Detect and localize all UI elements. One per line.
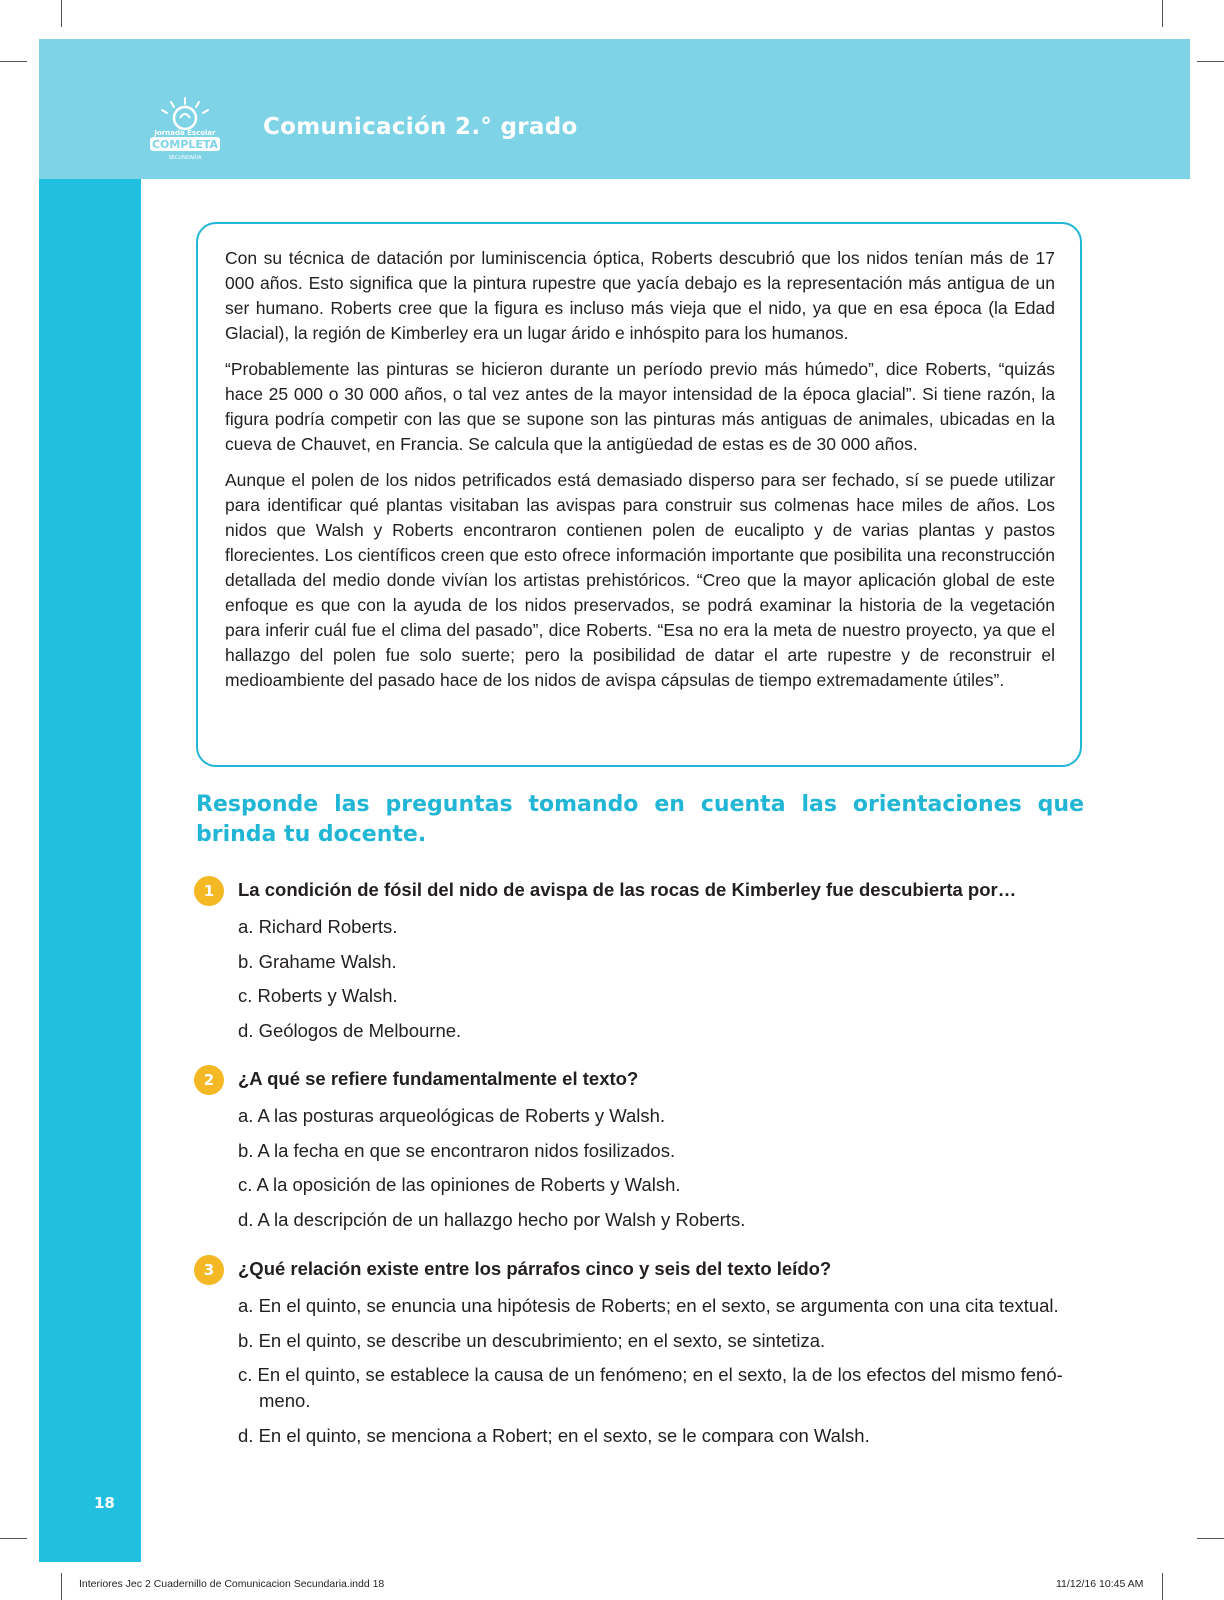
reading-paragraph: Con su técnica de datación por luminiscencia óptica, Roberts descubrió que los nidos tenían más de 17 000 años. Esto significa que la pintura rupestre que yacía debajo es la representación más antigua de un ser humano. Roberts cree que la figura es incluso más vieja que el nido, ya que en esa época (la Edad Glacial), la región de Kimberley era un lugar árido e inhóspito para los humanos. [225, 248, 1055, 343]
reading-text-box [196, 222, 1082, 767]
answer-option[interactable]: c. Roberts y Walsh. [238, 985, 398, 1006]
crop-mark [0, 1538, 27, 1539]
print-file-info: Interiores Jec 2 Cuadernillo de Comunicacion Secundaria.indd 18 [79, 1578, 385, 1590]
question-text: ¿Qué relación existe entre los párrafos cinco y seis del texto leído? [238, 1258, 832, 1279]
instruction-heading: Responde las preguntas tomando en cuenta las orientaciones que brinda tu docente. [196, 792, 1084, 847]
question-text: La condición de fósil del nido de avispa de las rocas de Kimberley fue descubierta por… [238, 879, 1017, 900]
logo-text-bottom: SECUNDARIA [168, 155, 202, 161]
jornada-escolar-completa-logo [145, 96, 225, 162]
crop-mark [61, 1573, 62, 1600]
question-number-badge: 2 [194, 1065, 224, 1095]
question-number-badge: 3 [194, 1255, 224, 1285]
options-list [238, 914, 1086, 1052]
answer-option[interactable]: d. Geólogos de Melbourne. [238, 1019, 462, 1041]
crop-mark [0, 61, 27, 62]
reading-paragraph: “Probablemente las pinturas se hicieron durante un período previo más húmedo”, dice Roberts, “quizás hace 25 000 o 30 000 años, o tal vez antes de la mayor intensidad de la época glacial”. Si tiene razón, la figura podría competir con las que se supone son las pinturas más antiguas de animales, ubicadas en la cueva de Chauvet, en Francia. Se calcula que la antigüedad de estas es de 30 000 años. [225, 359, 1055, 454]
crop-mark [61, 0, 62, 27]
options-list [238, 1103, 1086, 1241]
answer-option[interactable]: b. A la fecha en que se encontraron nidos fosilizados. [238, 1139, 676, 1161]
page-title: Comunicación 2.° grado [263, 114, 578, 140]
question-number-badge: 1 [194, 876, 224, 906]
print-timestamp: 11/12/16 10:45 AM [1056, 1578, 1144, 1590]
logo-text-main: COMPLETA [151, 138, 219, 151]
answer-option[interactable]: c. A la oposición de las opiniones de Roberts y Walsh. [238, 1174, 681, 1195]
answer-option[interactable]: c. En el quinto, se establece la causa de un fenómeno; en el sexto, la de los efectos del mismo fenó-meno. [238, 1364, 1063, 1411]
options-list [238, 1293, 1086, 1457]
crop-mark [1197, 1538, 1224, 1539]
answer-option[interactable]: a. Richard Roberts. [238, 916, 398, 937]
reading-paragraph: Aunque el polen de los nidos petrificados está demasiado disperso para ser fechado, sí se puede utilizar para identificar qué plantas visitaban las avispas para construir sus colmenas hace miles de años. Los nidos que Walsh y Roberts encontraron contienen polen de eucalipto y de varias plantas y pastos florecientes. Los científicos creen que esto ofrece información importante que posibilita una reconstrucción detallada del medio donde vivían los artistas prehistóricos. “Creo que la mayor aplicación global de este enfoque es que con la ayuda de los nidos preservados, se podrá examinar la historia de la vegetación para inferir cuál fue el clima del pasado”, dice Roberts. “Esa no era la meta de nuestro proyecto, ya que el hallazgo del polen fue solo suerte; pero la posibilidad de datar el arte rupestre y de reconstruir el medioambiente del pasado hace de los nidos de avispa cápsulas de tiempo extremadamente útiles”. [225, 470, 1055, 690]
crop-mark [1162, 0, 1163, 27]
answer-option[interactable]: b. Grahame Walsh. [238, 950, 397, 972]
question-text: ¿A qué se refiere fundamentalmente el texto? [238, 1068, 639, 1089]
answer-option[interactable]: d. En el quinto, se menciona a Robert; en el sexto, se le compara con Walsh. [238, 1424, 870, 1446]
logo-text-top: Jornada Escolar [154, 129, 216, 137]
side-bar [39, 179, 141, 1562]
answer-option[interactable]: d. A la descripción de un hallazgo hecho por Walsh y Roberts. [238, 1208, 746, 1230]
answer-option[interactable]: b. En el quinto, se describe un descubrimiento; en el sexto, se sintetiza. [238, 1329, 826, 1351]
crop-mark [1162, 1573, 1163, 1600]
crop-mark [1197, 61, 1224, 62]
page-number: 18 [94, 1494, 115, 1512]
answer-option[interactable]: a. A las posturas arqueológicas de Roberts y Walsh. [238, 1105, 666, 1126]
answer-option[interactable]: a. En el quinto, se enuncia una hipótesis de Roberts; en el sexto, se argumenta con una cita textual. [238, 1295, 1059, 1316]
